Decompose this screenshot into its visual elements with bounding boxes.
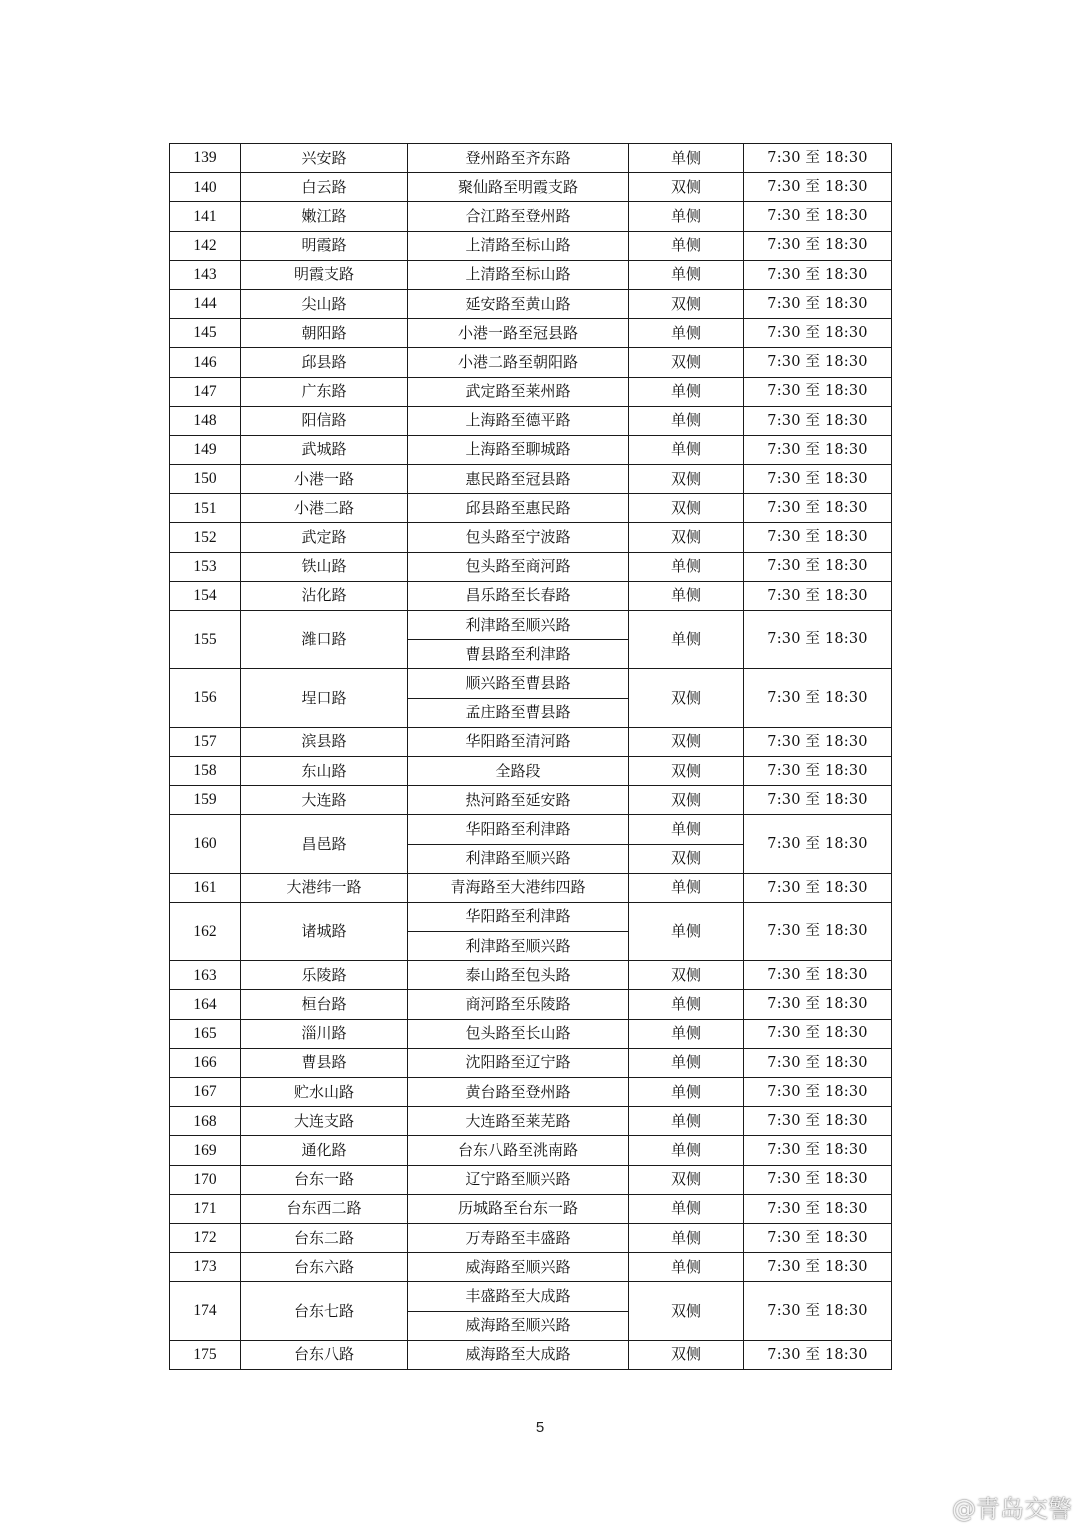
parking-side: 单侧 [629,231,744,260]
row-number: 142 [170,231,241,260]
road-name: 铁山路 [241,552,408,581]
road-name: 大连路 [241,786,408,815]
parking-time: 7:30 至 18:30 [744,1253,892,1282]
table-row [170,815,892,844]
row-number: 171 [170,1194,241,1223]
road-name: 淄川路 [241,1019,408,1048]
road-section: 辽宁路至顺兴路 [408,1165,629,1194]
row-number: 163 [170,961,241,990]
table-row [170,1253,892,1282]
row-number: 144 [170,289,241,318]
parking-time: 7:30 至 18:30 [744,669,892,727]
parking-side: 单侧 [629,815,744,844]
parking-time: 7:30 至 18:30 [744,727,892,756]
table-row [170,902,892,931]
road-name: 小港二路 [241,494,408,523]
road-name: 武定路 [241,523,408,552]
parking-time: 7:30 至 18:30 [744,786,892,815]
parking-side: 单侧 [629,873,744,902]
parking-side: 单侧 [629,1019,744,1048]
parking-time: 7:30 至 18:30 [744,173,892,202]
road-section: 利津路至顺兴路 [408,844,629,873]
parking-side: 单侧 [629,319,744,348]
road-section: 小港一路至冠县路 [408,319,629,348]
road-name: 兴安路 [241,144,408,173]
parking-side: 单侧 [629,144,744,173]
weibo-icon [918,1494,948,1520]
table-row [170,494,892,523]
road-section: 热河路至延安路 [408,786,629,815]
table-row [170,435,892,464]
parking-time: 7:30 至 18:30 [744,815,892,873]
road-name: 潍口路 [241,611,408,669]
parking-time: 7:30 至 18:30 [744,289,892,318]
parking-side: 单侧 [629,1048,744,1077]
road-name: 台东八路 [241,1340,408,1369]
road-section: 上清路至标山路 [408,260,629,289]
parking-time: 7:30 至 18:30 [744,1194,892,1223]
parking-time: 7:30 至 18:30 [744,581,892,610]
table-row [170,786,892,815]
road-name: 明霞路 [241,231,408,260]
parking-time: 7:30 至 18:30 [744,260,892,289]
parking-side: 单侧 [629,202,744,231]
parking-side: 单侧 [629,377,744,406]
road-section: 商河路至乐陵路 [408,990,629,1019]
parking-side: 双侧 [629,1165,744,1194]
parking-side: 双侧 [629,844,744,873]
road-section: 全路段 [408,756,629,785]
road-section: 利津路至顺兴路 [408,611,629,640]
row-number: 156 [170,669,241,727]
road-name: 广东路 [241,377,408,406]
road-name: 嫩江路 [241,202,408,231]
row-number: 145 [170,319,241,348]
row-number: 159 [170,786,241,815]
table-row [170,1019,892,1048]
table-row [170,727,892,756]
parking-time: 7:30 至 18:30 [744,552,892,581]
row-number: 148 [170,406,241,435]
road-section: 大连路至莱芜路 [408,1107,629,1136]
road-name: 大港纬一路 [241,873,408,902]
parking-time: 7:30 至 18:30 [744,1136,892,1165]
road-name: 台东二路 [241,1223,408,1252]
parking-time: 7:30 至 18:30 [744,144,892,173]
road-name: 小港一路 [241,465,408,494]
table-row [170,669,892,698]
road-section: 威海路至顺兴路 [408,1311,629,1340]
table-row [170,1048,892,1077]
table-row [170,231,892,260]
row-number: 167 [170,1078,241,1107]
road-name: 台东西二路 [241,1194,408,1223]
parking-time: 7:30 至 18:30 [744,1340,892,1369]
table-row [170,873,892,902]
row-number: 173 [170,1253,241,1282]
road-section: 华阳路至利津路 [408,902,629,931]
road-section: 登州路至齐东路 [408,144,629,173]
parking-side: 双侧 [629,465,744,494]
road-section: 武定路至莱州路 [408,377,629,406]
parking-time: 7:30 至 18:30 [744,231,892,260]
table-row [170,173,892,202]
table-row [170,260,892,289]
row-number: 147 [170,377,241,406]
parking-time: 7:30 至 18:30 [744,1165,892,1194]
table-row [170,1282,892,1311]
parking-time: 7:30 至 18:30 [744,1078,892,1107]
parking-time: 7:30 至 18:30 [744,202,892,231]
road-section: 上海路至聊城路 [408,435,629,464]
table-row [170,348,892,377]
road-name: 昌邑路 [241,815,408,873]
row-number: 172 [170,1223,241,1252]
parking-time: 7:30 至 18:30 [744,611,892,669]
parking-side: 双侧 [629,289,744,318]
road-section: 延安路至黄山路 [408,289,629,318]
row-number: 151 [170,494,241,523]
row-number: 150 [170,465,241,494]
row-number: 168 [170,1107,241,1136]
parking-side: 单侧 [629,902,744,960]
road-section: 历城路至台东一路 [408,1194,629,1223]
row-number: 165 [170,1019,241,1048]
table-row [170,1165,892,1194]
table-row [170,1194,892,1223]
parking-side: 单侧 [629,1223,744,1252]
row-number: 162 [170,902,241,960]
parking-time: 7:30 至 18:30 [744,1048,892,1077]
road-name: 朝阳路 [241,319,408,348]
road-section: 上清路至标山路 [408,231,629,260]
road-section: 曹县路至利津路 [408,640,629,669]
row-number: 174 [170,1282,241,1340]
road-name: 白云路 [241,173,408,202]
parking-time: 7:30 至 18:30 [744,1019,892,1048]
road-section: 小港二路至朝阳路 [408,348,629,377]
parking-side: 双侧 [629,756,744,785]
parking-side: 单侧 [629,435,744,464]
parking-side: 双侧 [629,1282,744,1340]
parking-side: 双侧 [629,961,744,990]
row-number: 158 [170,756,241,785]
road-section: 包头路至商河路 [408,552,629,581]
page-number: 5 [535,1419,545,1436]
road-name: 东山路 [241,756,408,785]
parking-side: 单侧 [629,581,744,610]
parking-time: 7:30 至 18:30 [744,377,892,406]
row-number: 149 [170,435,241,464]
road-name: 埕口路 [241,669,408,727]
table-row [170,523,892,552]
road-section: 华阳路至利津路 [408,815,629,844]
parking-time: 7:30 至 18:30 [744,435,892,464]
road-name: 尖山路 [241,289,408,318]
parking-side: 单侧 [629,1078,744,1107]
road-section: 合江路至登州路 [408,202,629,231]
table-row [170,1078,892,1107]
row-number: 153 [170,552,241,581]
row-number: 146 [170,348,241,377]
table-row [170,465,892,494]
parking-side: 单侧 [629,406,744,435]
parking-time: 7:30 至 18:30 [744,756,892,785]
parking-side: 双侧 [629,727,744,756]
row-number: 161 [170,873,241,902]
road-name: 台东一路 [241,1165,408,1194]
row-number: 140 [170,173,241,202]
parking-side: 双侧 [629,348,744,377]
road-section: 孟庄路至曹县路 [408,698,629,727]
table-row [170,144,892,173]
road-section: 顺兴路至曹县路 [408,669,629,698]
parking-time: 7:30 至 18:30 [744,1107,892,1136]
table-row [170,1136,892,1165]
table-row [170,1340,892,1369]
road-section: 昌乐路至长春路 [408,581,629,610]
table-row [170,406,892,435]
parking-side: 单侧 [629,1136,744,1165]
table-row [170,289,892,318]
parking-side: 单侧 [629,552,744,581]
parking-side: 双侧 [629,786,744,815]
parking-side: 双侧 [629,523,744,552]
road-name: 沾化路 [241,581,408,610]
road-section: 华阳路至清河路 [408,727,629,756]
parking-side: 双侧 [629,1340,744,1369]
road-section: 包头路至宁波路 [408,523,629,552]
road-name: 台东七路 [241,1282,408,1340]
road-section: 威海路至大成路 [408,1340,629,1369]
table-row [170,319,892,348]
parking-time: 7:30 至 18:30 [744,406,892,435]
table-row [170,756,892,785]
table-row [170,1107,892,1136]
road-section: 青海路至大港纬四路 [408,873,629,902]
row-number: 143 [170,260,241,289]
table-row [170,377,892,406]
road-name: 桓台路 [241,990,408,1019]
road-name: 乐陵路 [241,961,408,990]
parking-side: 单侧 [629,1107,744,1136]
parking-time: 7:30 至 18:30 [744,902,892,960]
road-name: 通化路 [241,1136,408,1165]
road-section: 威海路至顺兴路 [408,1253,629,1282]
parking-side: 双侧 [629,173,744,202]
row-number: 170 [170,1165,241,1194]
road-section: 上海路至德平路 [408,406,629,435]
parking-time: 7:30 至 18:30 [744,465,892,494]
road-name: 邱县路 [241,348,408,377]
table-row [170,1223,892,1252]
parking-side: 单侧 [629,990,744,1019]
road-name: 武城路 [241,435,408,464]
road-name: 明霞支路 [241,260,408,289]
row-number: 175 [170,1340,241,1369]
parking-side: 双侧 [629,494,744,523]
road-name: 滨县路 [241,727,408,756]
table-body [170,144,892,1370]
parking-time: 7:30 至 18:30 [744,348,892,377]
road-section: 泰山路至包头路 [408,961,629,990]
row-number: 169 [170,1136,241,1165]
road-name: 诸城路 [241,902,408,960]
table-row [170,552,892,581]
road-section: 黄台路至登州路 [408,1078,629,1107]
parking-time: 7:30 至 18:30 [744,1282,892,1340]
road-name: 大连支路 [241,1107,408,1136]
table-row [170,961,892,990]
road-name: 贮水山路 [241,1078,408,1107]
road-section: 利津路至顺兴路 [408,932,629,961]
road-section: 邱县路至惠民路 [408,494,629,523]
table-row [170,611,892,640]
parking-side: 单侧 [629,1194,744,1223]
road-name: 台东六路 [241,1253,408,1282]
row-number: 141 [170,202,241,231]
table-row [170,990,892,1019]
watermark-text: @青岛交警 [952,1495,1072,1523]
parking-side: 单侧 [629,1253,744,1282]
table-row [170,581,892,610]
road-section: 聚仙路至明霞支路 [408,173,629,202]
row-number: 164 [170,990,241,1019]
parking-time: 7:30 至 18:30 [744,961,892,990]
parking-time: 7:30 至 18:30 [744,990,892,1019]
road-section: 台东八路至洮南路 [408,1136,629,1165]
parking-time: 7:30 至 18:30 [744,494,892,523]
road-name: 曹县路 [241,1048,408,1077]
row-number: 157 [170,727,241,756]
parking-time: 7:30 至 18:30 [744,1223,892,1252]
table-row [170,202,892,231]
road-section: 丰盛路至大成路 [408,1282,629,1311]
road-name: 阳信路 [241,406,408,435]
parking-time: 7:30 至 18:30 [744,523,892,552]
parking-side: 单侧 [629,260,744,289]
parking-side: 单侧 [629,611,744,669]
row-number: 155 [170,611,241,669]
row-number: 160 [170,815,241,873]
watermark [918,1489,1072,1524]
parking-table [169,143,892,1370]
row-number: 152 [170,523,241,552]
road-section: 包头路至长山路 [408,1019,629,1048]
parking-time: 7:30 至 18:30 [744,319,892,348]
parking-side: 双侧 [629,669,744,727]
parking-time: 7:30 至 18:30 [744,873,892,902]
road-section: 惠民路至冠县路 [408,465,629,494]
row-number: 139 [170,144,241,173]
row-number: 166 [170,1048,241,1077]
row-number: 154 [170,581,241,610]
road-section: 万寿路至丰盛路 [408,1223,629,1252]
road-section: 沈阳路至辽宁路 [408,1048,629,1077]
